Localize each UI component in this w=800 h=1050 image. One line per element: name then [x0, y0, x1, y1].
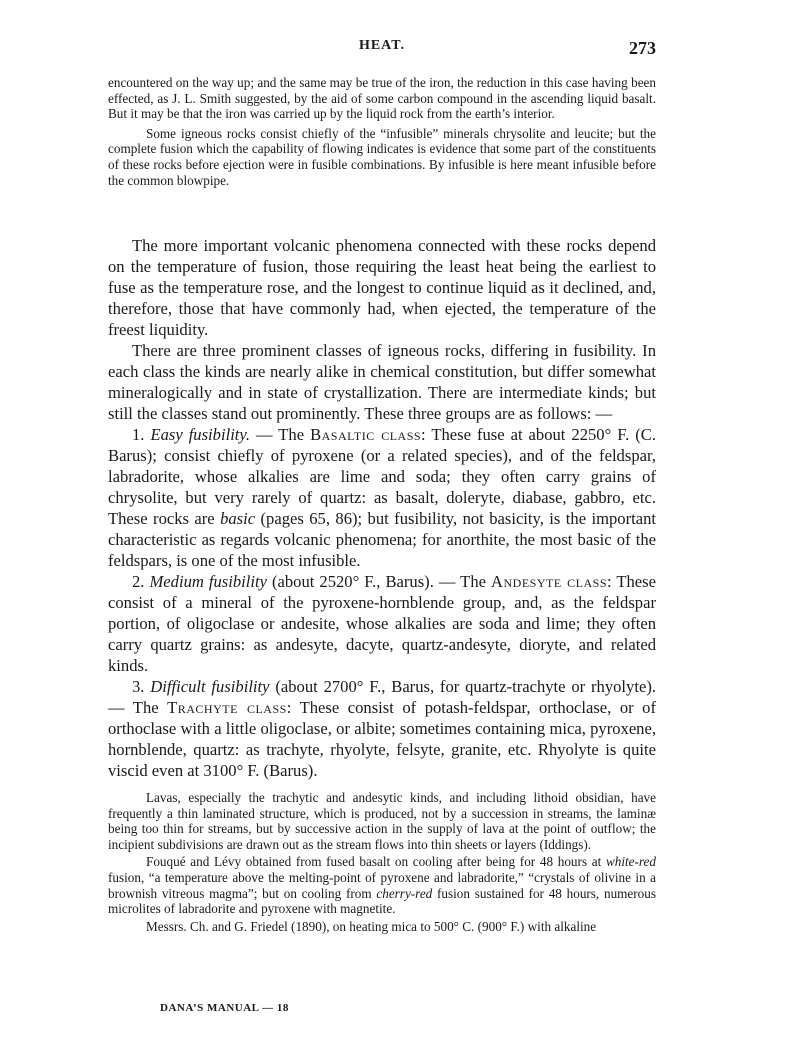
top-note [108, 75, 656, 188]
page-number: 273 [629, 38, 656, 58]
class-1-name: Basaltic class [310, 425, 422, 444]
bottom-note-paragraph-2: Fouqué and Lévy obtained from fused basalt on cooling after being for 48 hours at white-red fusion, “a temperature above the melting-point of pyroxene and labradorite,” “crystals of olivine in a brownish vitreous magma”; but on cooling from cherry-red fusion sustained for 48 hours, numerous microlites of labradorite and pyroxene with magnetite. [108, 854, 656, 917]
class-2-andesyte: 2. Medium fusibility (about 2520° F., Barus). — The Andesyte class: These consist of a mineral of the pyroxene-hornblende group, and, as the feldspar portion, of oligoclase or andesite, whose alkalies are soda and lime; they often carry quartz grains: as andesyte, dacyte, quartz-andesyte, dioryte, and related kinds. [108, 572, 656, 675]
running-title: HEAT. [358, 38, 406, 53]
class-3-heading: Difficult fusibility [150, 677, 270, 696]
bottom-note-paragraph-1: Lavas, especially the trachytic and andesytic kinds, and including lithoid obsidian, have frequently a thin laminated structure, which is produced, not by a succession in streams, the laminæ being too thin for streams, but by successive action in the supply of lava at the point of outflow; the incipient subdivisions are drawn out as the stream flows into thin sheets or layers (Iddings). [108, 790, 656, 852]
class-3-trachyte: 3. Difficult fusibility (about 2700° F., Barus, for quartz-trachyte or rhyolyte). — The Trachyte class: These consist of potash-feldspar, orthoclase, or of orthoclase with a little oligoclase, or albite; sometimes containing mica, pyroxene, hornblende, quartz: as trachyte, rhyolyte, felsyte, granite, etc. Rhyolyte is quite viscid even at 3100° F. (Barus). [108, 677, 656, 780]
class-2-heading: Medium fusibility [149, 572, 267, 591]
class-1-basaltic: 1. Easy fusibility. — The Basaltic class: These fuse at about 2250° F. (C. Barus); consist chiefly of pyroxene (or a related species), and of the feldspar, labradorite, whose alkalies are lime and soda; they often carry grains of chrysolite, but very rarely of quartz: as basalt, doleryte, diabase, gabbro, etc. These rocks are basic (pages 65, 86); but fusibility, not basicity, is the important characteristic as regards volcanic phenomena; for anorthite, the most basic of the feldspars, is one of the most infusible. [108, 425, 656, 570]
main-paragraph-intro: The more important volcanic phenomena connected with these rocks depend on the temperature of fusion, those requiring the least heat being the earliest to fuse as the temperature rose, and the longest to continue liquid as it declined, and, therefore, those that have commonly had, when ejected, the temperature of the freest liquidity. [108, 236, 656, 339]
running-header [108, 38, 656, 60]
class-1-heading: Easy fusibility. [150, 425, 251, 444]
main-paragraph-classes: There are three prominent classes of igneous rocks, differing in fusibility. In each class the kinds are nearly alike in chemical constitution, but differ somewhat mineralogically and in state of crystallization. There are intermediate kinds; but still the classes stand out prominently. These three groups are as follows: — [108, 341, 656, 423]
class-3-name: Trachyte class [167, 698, 287, 717]
top-note-paragraph-1: encountered on the way up; and the same may be true of the iron, the reduction in this case having been effected, as J. L. Smith suggested, by the aid of some carbon compound in the ascending liquid basalt. But it may be that the iron was carried up by the liquid rock from the earth’s interior. [108, 75, 656, 122]
bottom-note-paragraph-3: Messrs. Ch. and G. Friedel (1890), on heating mica to 500° C. (900° F.) with alkaline [146, 918, 597, 934]
class-3-number: 3. [132, 677, 145, 696]
top-note-paragraph-2: Some igneous rocks consist chiefly of the “infusible” minerals chrysolite and leucite; but the complete fusion which the capability of flowing indicates is evidence that some part of the constituents of these rocks before ejection were in fusible combinations. By infusible is here meant infusible before the common blowpipe. [108, 125, 656, 188]
class-1-number: 1. [132, 425, 145, 444]
signature-mark: DANA’S MANUAL — 18 [160, 1002, 289, 1014]
class-2-number: 2. [132, 572, 145, 591]
bottom-note [108, 790, 656, 934]
main-text [108, 235, 656, 781]
class-2-name: Andesyte class [491, 572, 608, 591]
